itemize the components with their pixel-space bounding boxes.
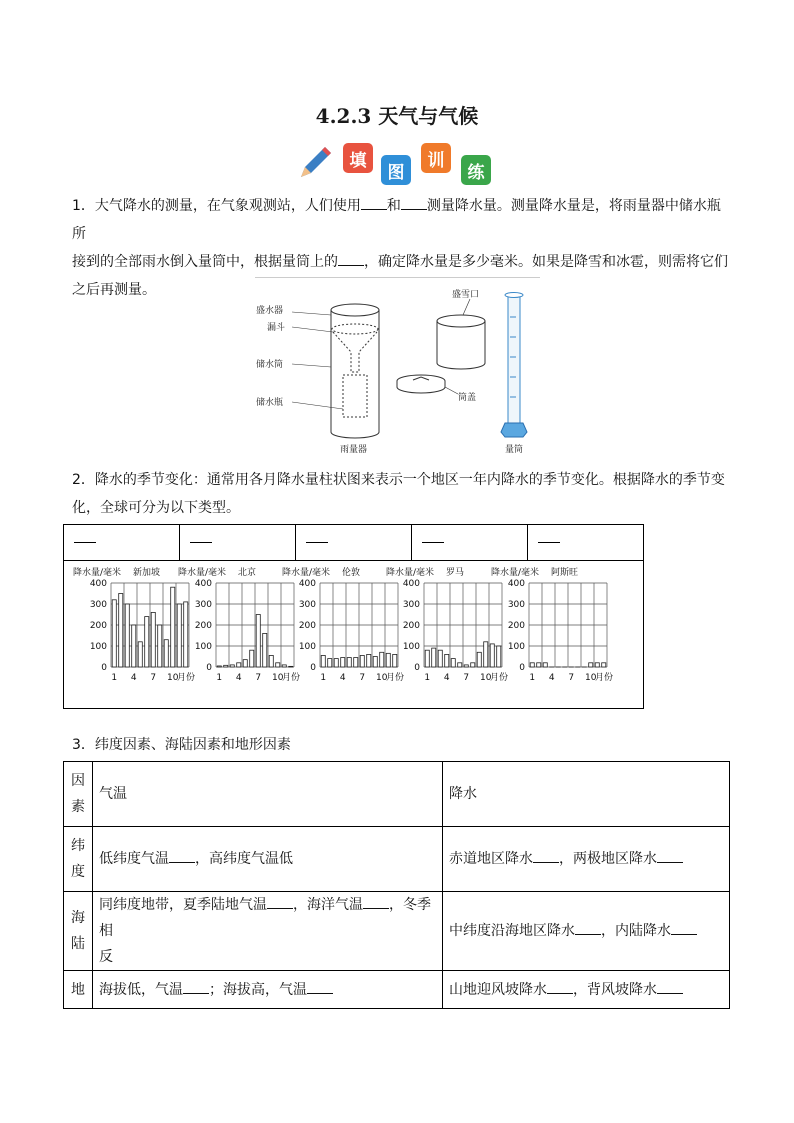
chart-title: 阿斯旺 (551, 568, 579, 578)
temp-cell: 海拔低，气温 ；海拔高，气温 (93, 971, 443, 1009)
y-tick-label: 300 (89, 600, 107, 610)
x-tick-label: 1 (424, 673, 431, 683)
answer-blank[interactable] (183, 979, 209, 994)
precip-bar (289, 666, 293, 667)
chart-xlabel: 月份 (490, 673, 509, 683)
factor-cell: 地 (64, 971, 93, 1009)
precip-bar (184, 602, 188, 667)
badge-fill: 填 (343, 143, 373, 173)
precip-bar (471, 663, 475, 667)
section-badges (297, 143, 497, 189)
x-tick-label: 4 (130, 673, 137, 683)
answer-blank[interactable] (363, 894, 389, 909)
precip-bar (393, 654, 397, 667)
chart-ylabel: 降水量/毫米 (178, 568, 227, 578)
chart-ylabel: 降水量/毫米 (491, 568, 540, 578)
x-tick-label: 7 (568, 673, 575, 683)
answer-blank[interactable] (307, 979, 333, 994)
y-tick-label: 0 (101, 663, 107, 673)
rain-header: 降水 (443, 762, 730, 827)
chart-ylabel: 降水量/毫米 (386, 568, 435, 578)
temp-header: 气温 (93, 762, 443, 827)
precip-bar (224, 665, 228, 667)
y-tick-label: 100 (402, 642, 420, 652)
precip-bar (341, 658, 345, 667)
precip-bar (490, 644, 494, 667)
y-tick-label: 0 (519, 663, 525, 673)
chart-xlabel: 月份 (595, 673, 614, 683)
q1-text: 之后再测量。 (72, 282, 156, 298)
precip-bar (334, 659, 338, 667)
page-title: 4.2.3 天气与气候 (315, 104, 479, 128)
y-tick-label: 100 (298, 642, 316, 652)
precip-bar (256, 615, 260, 668)
x-tick-label: 7 (255, 673, 262, 683)
precip-bar (484, 642, 488, 667)
y-tick-label: 200 (507, 621, 525, 631)
y-tick-label: 300 (194, 600, 212, 610)
y-tick-label: 0 (414, 663, 420, 673)
x-tick-label: 7 (150, 673, 157, 683)
precip-bar (530, 663, 534, 667)
rain-cell: 赤道地区降水 ，两极地区降水 (443, 827, 730, 892)
type-cell[interactable] (64, 525, 180, 560)
table-row (64, 762, 730, 827)
table-row (64, 827, 730, 892)
badge-map: 图 (381, 155, 411, 185)
x-tick-label: 1 (529, 673, 536, 683)
answer-blank[interactable] (338, 251, 364, 266)
q1-text: 1．大气降水的测量，在气象观测站，人们使用 (72, 198, 361, 214)
precip-bar (602, 663, 606, 667)
precip-bar (269, 655, 273, 667)
precip-bar (367, 654, 371, 667)
chart-ylabel: 降水量/毫米 (282, 568, 331, 578)
rain-gauge-illustration (255, 277, 540, 457)
table-row (64, 971, 730, 1009)
x-tick-label: 10 (272, 673, 284, 683)
precip-bar (243, 660, 247, 667)
answer-blank[interactable] (267, 894, 293, 909)
q1-text: 接到的全部雨水倒入量筒中，根据量筒上的 (72, 254, 338, 270)
x-tick-label: 1 (216, 673, 223, 683)
x-tick-label: 4 (443, 673, 450, 683)
precip-bar (438, 650, 442, 667)
chart-title: 北京 (238, 568, 257, 578)
x-tick-label: 4 (235, 673, 242, 683)
precip-bar (112, 600, 116, 667)
chart-xlabel: 月份 (177, 673, 196, 683)
label-rain-gauge: 雨量器 (340, 445, 368, 455)
x-tick-label: 4 (339, 673, 346, 683)
answer-blank[interactable] (74, 542, 96, 543)
precip-bar (145, 617, 149, 667)
y-tick-label: 200 (194, 621, 212, 631)
type-cell[interactable] (180, 525, 296, 560)
precip-bar (282, 665, 286, 667)
factor-cell: 海 陆 (64, 892, 93, 971)
factors-table (63, 761, 730, 1009)
precip-bar (543, 663, 547, 667)
answer-blank[interactable] (547, 979, 573, 994)
precip-bar (347, 658, 351, 667)
label-storage-bottle: 储水瓶 (256, 398, 284, 408)
x-tick-label: 10 (480, 673, 492, 683)
x-tick-label: 10 (167, 673, 179, 683)
label-snow-mouth: 盛雪口 (452, 290, 480, 300)
chart-ylabel: 降水量/毫米 (73, 568, 122, 578)
answer-blank[interactable] (401, 195, 427, 210)
label-funnel: 漏斗 (267, 323, 286, 333)
type-cell[interactable] (528, 525, 643, 560)
chart-title: 伦敦 (342, 568, 361, 578)
answer-blank[interactable] (306, 542, 328, 543)
q2-text: 2．降水的季节变化：通常用各月降水量柱状图来表示一个地区一年内降水的季节变化。根据降水的季节变 (72, 472, 725, 488)
precip-bar (360, 655, 364, 667)
answer-blank[interactable] (190, 542, 212, 543)
precip-bar (171, 587, 175, 667)
precip-bar (177, 604, 181, 667)
precip-bar (164, 640, 168, 667)
x-tick-label: 10 (376, 673, 388, 683)
label-container: 盛水器 (256, 306, 284, 316)
precip-bar (537, 663, 541, 667)
precip-bar (497, 646, 501, 667)
precip-bar (132, 625, 136, 667)
precip-bar (125, 604, 129, 667)
precip-bar (217, 666, 221, 667)
answer-blank[interactable] (657, 979, 683, 994)
q1-text: 测量降水量。测量降水量是，将雨量器中储水瓶所 (72, 198, 721, 242)
type-cell[interactable] (296, 525, 412, 560)
label-lid: 筒盖 (458, 393, 477, 403)
y-tick-label: 400 (89, 579, 107, 589)
y-tick-label: 300 (507, 600, 525, 610)
x-tick-label: 1 (320, 673, 327, 683)
x-tick-label: 10 (585, 673, 597, 683)
badge-practice: 练 (461, 155, 491, 185)
precip-bar (151, 612, 155, 667)
chart-xlabel: 月份 (282, 673, 301, 683)
climate-type-table (63, 524, 644, 709)
x-tick-label: 1 (111, 673, 118, 683)
rain-cell: 山地迎风坡降水 ，背风坡降水 (443, 971, 730, 1009)
precip-bar (158, 625, 162, 667)
precip-bar (373, 657, 377, 668)
q1-text: ，确定降水量是多少毫米。如果是降雪和冰雹，则需将它们 (364, 254, 728, 270)
precip-bar (380, 652, 384, 667)
temp-cell: 同纬度地带，夏季陆地气温 ，海洋气温 ，冬季相 反 (93, 892, 443, 971)
x-tick-label: 7 (463, 673, 470, 683)
factor-cell: 因 素 (64, 762, 93, 827)
precip-bar (425, 650, 429, 667)
y-tick-label: 300 (298, 600, 316, 610)
y-tick-label: 100 (507, 642, 525, 652)
precip-bar (276, 663, 280, 667)
answer-blank[interactable] (422, 542, 444, 543)
y-tick-label: 200 (298, 621, 316, 631)
pencil-icon (297, 145, 333, 181)
answer-blank[interactable] (533, 848, 559, 863)
answer-blank[interactable] (538, 542, 560, 543)
table-row (64, 892, 730, 971)
precip-bar (458, 663, 462, 667)
y-tick-label: 100 (89, 642, 107, 652)
rain-gauge-figure (255, 277, 540, 457)
question-3-heading: 3．纬度因素、海陆因素和地形因素 (72, 737, 291, 753)
y-tick-label: 400 (194, 579, 212, 589)
precip-bar (328, 659, 332, 667)
q2-text: 化，全球可分为以下类型。 (72, 500, 240, 516)
chart-title: 罗马 (446, 568, 465, 578)
type-blanks-row (64, 525, 643, 561)
precip-bar (445, 654, 449, 667)
precip-bar (386, 653, 390, 667)
precip-bar (432, 648, 436, 667)
answer-blank[interactable] (657, 848, 683, 863)
x-tick-label: 7 (359, 673, 366, 683)
answer-blank[interactable] (671, 920, 697, 935)
y-tick-label: 200 (89, 621, 107, 631)
answer-blank[interactable] (575, 920, 601, 935)
precip-bar (237, 663, 241, 667)
label-storage-tube: 储水筒 (256, 360, 284, 370)
y-tick-label: 400 (507, 579, 525, 589)
precip-bar (451, 659, 455, 667)
precip-bar (589, 663, 593, 667)
precip-bar (354, 658, 358, 667)
precip-bar (263, 633, 267, 667)
precip-bar (321, 655, 325, 667)
precip-bar (595, 663, 599, 667)
question-2 (72, 466, 732, 522)
label-cylinder: 量筒 (505, 445, 524, 455)
precip-bar (119, 594, 123, 668)
precip-bar (138, 642, 142, 667)
y-tick-label: 300 (402, 600, 420, 610)
y-tick-label: 400 (298, 579, 316, 589)
factor-cell: 纬 度 (64, 827, 93, 892)
q1-text: 和 (386, 198, 401, 214)
chart-title: 新加坡 (133, 568, 161, 578)
precip-bar (464, 665, 468, 667)
y-tick-label: 200 (402, 621, 420, 631)
precipitation-charts (64, 561, 643, 707)
y-tick-label: 0 (206, 663, 212, 673)
chart-xlabel: 月份 (386, 673, 405, 683)
x-tick-label: 4 (548, 673, 555, 683)
precip-bar (230, 665, 234, 667)
y-tick-label: 0 (310, 663, 316, 673)
answer-blank[interactable] (169, 848, 195, 863)
type-cell[interactable] (412, 525, 528, 560)
precip-bar (250, 650, 254, 667)
y-tick-label: 100 (194, 642, 212, 652)
temp-cell: 低纬度气温 ，高纬度气温低 (93, 827, 443, 892)
y-tick-label: 400 (402, 579, 420, 589)
precip-bar (477, 652, 481, 667)
answer-blank[interactable] (361, 195, 387, 210)
rain-cell: 中纬度沿海地区降水 ，内陆降水 (443, 892, 730, 971)
badge-train: 训 (421, 143, 451, 173)
